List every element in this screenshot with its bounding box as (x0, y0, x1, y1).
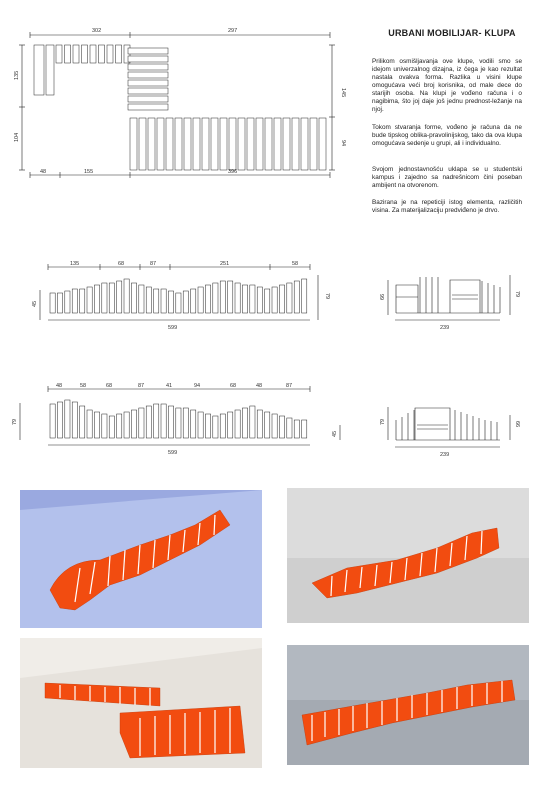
bench-slat (176, 408, 181, 438)
bench-slat (272, 287, 277, 313)
bench-slat (228, 281, 233, 313)
bench-slat (213, 283, 218, 313)
plan-dim-right-2: 94 (340, 140, 346, 147)
plan-dim-left-1: 135 (14, 70, 20, 80)
elev2-dim-left: 79 (12, 418, 18, 425)
plan-dim-top-2: 297 (228, 28, 238, 34)
bench-slat (235, 283, 240, 313)
bench-slat (65, 45, 71, 63)
side1-dim-right: 79 (514, 291, 520, 298)
bench-slat (220, 118, 227, 170)
elev1-dim-top-2: 68 (118, 261, 125, 267)
plan-dim-left-2: 104 (14, 132, 20, 142)
bench-slat (128, 96, 168, 102)
bench-slat (139, 408, 144, 438)
bench-slat (220, 281, 225, 313)
bench-slat (50, 404, 55, 438)
side2-dim-right: 66 (514, 421, 520, 428)
elev1-dim-top-4: 251 (220, 261, 230, 267)
bench-slat (191, 289, 196, 313)
elev2-dim-right: 45 (332, 430, 338, 437)
plan-dim-bottom-3: 396 (228, 169, 238, 175)
bench-slat (265, 118, 272, 170)
bench-slat (183, 408, 188, 438)
bench-slat (131, 410, 136, 438)
elev2-dim-top-4: 87 (138, 383, 145, 389)
bench-slat (183, 291, 188, 313)
bench-slat (211, 118, 218, 170)
elev2-dim-top-8: 48 (256, 383, 263, 389)
bench-slat (265, 289, 270, 313)
bench-slat (131, 283, 136, 313)
bench-slat (124, 412, 129, 438)
bench-slat (287, 418, 292, 438)
side-view-2-drawing (360, 375, 540, 460)
bench-slat (161, 289, 166, 313)
bench-slat (220, 414, 225, 438)
elev2-dim-top-9: 87 (286, 383, 293, 389)
side2-dim-left: 79 (380, 418, 386, 425)
side2-dim-total: 239 (440, 452, 450, 458)
bench-slat (117, 414, 122, 438)
bench-slat (72, 402, 77, 438)
bench-slat (184, 118, 191, 170)
bench-slat (202, 118, 209, 170)
bench-slat (90, 45, 96, 63)
bench-slat (301, 118, 308, 170)
description-paragraph-4: Bazirana je na repeticiji istog elementa, različitih visina. Za materijalizaciju predviđeno je drvo. (372, 199, 522, 214)
elev2-dim-total: 599 (168, 450, 178, 456)
bench-slat (228, 412, 233, 438)
bench-slat (148, 118, 155, 170)
elev1-dim-top-5: 58 (292, 261, 299, 267)
bench-slat (99, 45, 105, 63)
bench-slat (319, 118, 326, 170)
bench-slat (157, 118, 164, 170)
bench-slat (146, 406, 151, 438)
bench-slat (256, 118, 263, 170)
bench-slat (128, 80, 168, 86)
bench-slat (205, 285, 210, 313)
bench-slat (128, 88, 168, 94)
bench-slat (102, 414, 107, 438)
bench-slat (175, 118, 182, 170)
bench-slat (65, 291, 70, 313)
bench-slat (302, 420, 307, 438)
bench-slat (198, 287, 203, 313)
render-image-2 (287, 488, 529, 623)
bench-slat (73, 45, 79, 63)
elev2-dim-top-1: 48 (56, 383, 63, 389)
bench-slat (128, 72, 168, 78)
bench-slat (287, 283, 292, 313)
elev2-dim-top-5: 41 (166, 383, 173, 389)
bench-slat (124, 279, 129, 313)
bench-slat (87, 287, 92, 313)
bench-slat (128, 104, 168, 110)
description-paragraph-2: Tokom stvaranja forme, vođeno je računa da ne bude tipskog oblika-pravolinijskog, tako da ova klupa omogućava sedenje u grupi, ali i individualno. (372, 124, 522, 147)
bench-slat (128, 48, 168, 54)
bench-slat (257, 410, 262, 438)
bench-slat (50, 293, 55, 313)
bench-slat (193, 118, 200, 170)
bench-slat (250, 285, 255, 313)
elev2-dim-top-7: 68 (230, 383, 237, 389)
plan-dim-right-1: 145 (340, 88, 346, 98)
bench-slat (168, 291, 173, 313)
bench-slat (257, 287, 262, 313)
bench-slat (205, 414, 210, 438)
bench-slat (146, 287, 151, 313)
bench-slat (82, 45, 88, 63)
bench-slat (87, 410, 92, 438)
bench-slat (283, 118, 290, 170)
bench-slat (302, 279, 307, 313)
bench-slat (72, 289, 77, 313)
bench-slat (94, 412, 99, 438)
bench-slat (242, 285, 247, 313)
plan-drawing (0, 0, 550, 200)
side1-dim-left: 66 (380, 293, 386, 300)
elev2-dim-top-6: 94 (194, 383, 201, 389)
bench-slat (109, 283, 114, 313)
bench-slat (139, 118, 146, 170)
bench-slat (34, 45, 44, 95)
elev1-dim-right: 79 (324, 293, 330, 300)
bench-slat (56, 45, 62, 63)
bench-slat (229, 118, 236, 170)
bench-slat (272, 414, 277, 438)
bench-slat (57, 402, 62, 438)
bench-slat (80, 406, 85, 438)
bench-slat (168, 406, 173, 438)
bench-slat (265, 412, 270, 438)
bench-slat (128, 56, 168, 62)
description-paragraph-1: Prilikom osmišljavanja ove klupe, vodili smo se idejom univerzalnog dizajna, iz čega je kao rezultat nastala ovakva forma. Razlika u visini klupe omogućava veći broj korisnika, od male dece do starijih osoba. Na klupi je vođeno računa i o nagibima, što joj daje još jednu prednost-ležanje na njoj. (372, 58, 522, 113)
elev1-dim-top-3: 87 (150, 261, 157, 267)
plan-dim-bottom-2: 155 (84, 169, 94, 175)
description-paragraph-3: Svojom jednostavnošću uklapa se u studentski kampus i zajedno sa nadrešnicom čini poseban ambijent na otvorenom. (372, 166, 522, 189)
bench-slat (102, 283, 107, 313)
bench-slat (242, 408, 247, 438)
bench-slat (117, 281, 122, 313)
bench-slat (128, 64, 168, 70)
bench-slat (279, 416, 284, 438)
plan-dim-bottom-1: 48 (40, 169, 47, 175)
bench-slat (154, 404, 159, 438)
bench-slat (198, 412, 203, 438)
bench-slat (294, 420, 299, 438)
elev1-dim-left: 45 (32, 300, 38, 307)
bench-slat (176, 293, 181, 313)
bench-slat (235, 410, 240, 438)
bench-slat (250, 406, 255, 438)
bench-slat (166, 118, 173, 170)
elev2-dim-top-3: 68 (106, 383, 113, 389)
elev2-dim-top-2: 58 (80, 383, 87, 389)
render-image-4 (287, 645, 529, 765)
plan-dim-top-1: 302 (92, 28, 102, 34)
bench-slat (80, 289, 85, 313)
bench-slat (94, 285, 99, 313)
bench-slat (161, 404, 166, 438)
bench-slat (46, 45, 54, 95)
elev1-dim-total: 599 (168, 325, 178, 331)
render-image-3 (20, 638, 262, 768)
bench-slat (107, 45, 113, 63)
page-title: URBANI MOBILIJAR- KLUPA (388, 28, 516, 38)
side-view-1-drawing (360, 245, 540, 335)
bench-slat (238, 118, 245, 170)
bench-slat (310, 118, 317, 170)
side1-dim-total: 239 (440, 325, 450, 331)
bench-slat (116, 45, 122, 63)
bench-slat (109, 416, 114, 438)
render-image-1 (20, 490, 262, 628)
bench-slat (279, 285, 284, 313)
bench-slat (274, 118, 281, 170)
bench-slat (292, 118, 299, 170)
bench-slat (65, 400, 70, 438)
bench-slat (139, 285, 144, 313)
bench-slat (247, 118, 254, 170)
bench-slat (191, 410, 196, 438)
bench-slat (57, 293, 62, 313)
elev1-dim-top-1: 135 (70, 261, 80, 267)
bench-slat (294, 281, 299, 313)
bench-slat (213, 416, 218, 438)
bench-slat (154, 289, 159, 313)
bench-slat (130, 118, 137, 170)
